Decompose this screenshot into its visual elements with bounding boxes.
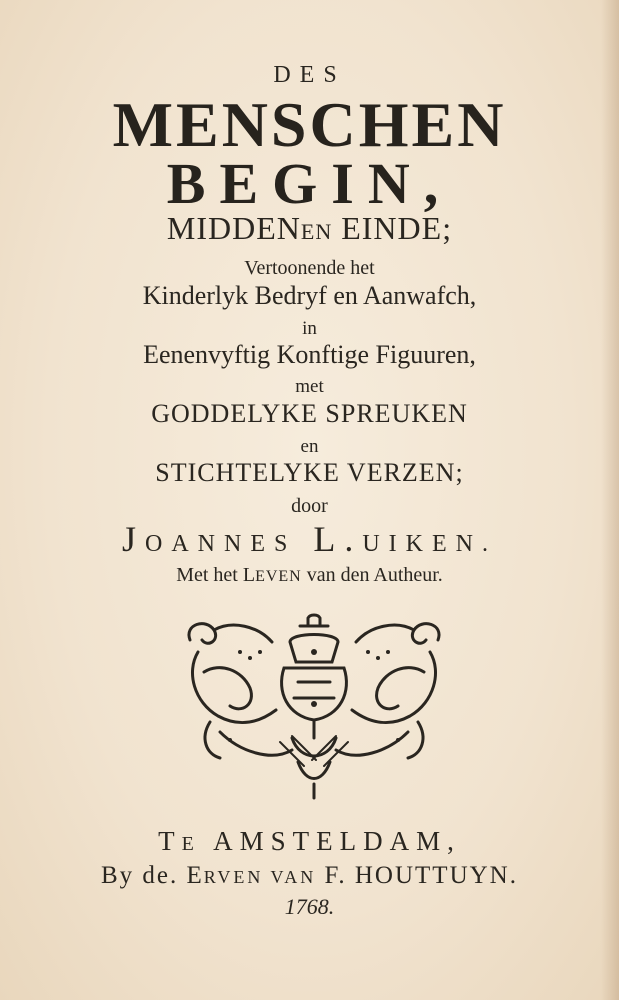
author-door: door [291, 495, 328, 517]
author-first-rest: OANNES [145, 531, 297, 557]
life-van-den-autheur: van den Autheur. [306, 564, 443, 586]
author-name [0, 518, 619, 560]
subtitle-eenenvyftig: Eenenvyftig Konftige Figuuren, [143, 340, 476, 369]
imprint-te-initial: T [158, 826, 182, 856]
imprint-printer: F. HOUTTUYN. [324, 862, 518, 889]
imprint-by: By de. [100, 862, 179, 889]
imprint-city: AMSTELDAM, [213, 826, 461, 856]
imprint-place [0, 826, 619, 857]
imprint-erven-rest: RVEN VAN [203, 867, 317, 887]
title-midden: MIDDEN [166, 210, 301, 246]
author-first-initial: J [121, 519, 145, 559]
subtitle-in: in [302, 318, 317, 339]
life-leven-rest: EVEN [255, 568, 302, 585]
author-last-rest: UIKEN. [362, 531, 497, 557]
title-en: EN [300, 219, 333, 244]
subtitle-kinderlyk: Kinderlyk Bedryf en Aanwafch, [142, 281, 477, 310]
subtitle-stichtelyke: STICHTELYKE VERZEN; [155, 458, 464, 487]
baroque-vignette-ornament [180, 612, 448, 802]
title-begin: BEGIN, [166, 151, 453, 216]
author-life-line [0, 564, 619, 587]
title-midden-en-einde [0, 210, 619, 247]
imprint-erven-initial: E [186, 862, 204, 889]
imprint-printer-line [0, 862, 619, 890]
subtitle-vertoonende: Vertoonende het [244, 257, 375, 279]
subtitle-en: en [300, 436, 319, 457]
title-einde: EINDE; [341, 210, 453, 246]
life-met-het: Met het [176, 564, 238, 586]
subtitle-goddelyke: GODDELYKE SPREUKEN [151, 399, 468, 428]
subtitle-met: met [295, 376, 324, 397]
title-des: DES [273, 62, 346, 88]
life-leven-initial: L [242, 564, 256, 586]
author-last-initial: L. [313, 519, 363, 559]
title-menschen: MENSCHEN [112, 89, 507, 160]
imprint-year: 1768. [284, 894, 335, 919]
imprint-te-rest: E [181, 833, 201, 855]
